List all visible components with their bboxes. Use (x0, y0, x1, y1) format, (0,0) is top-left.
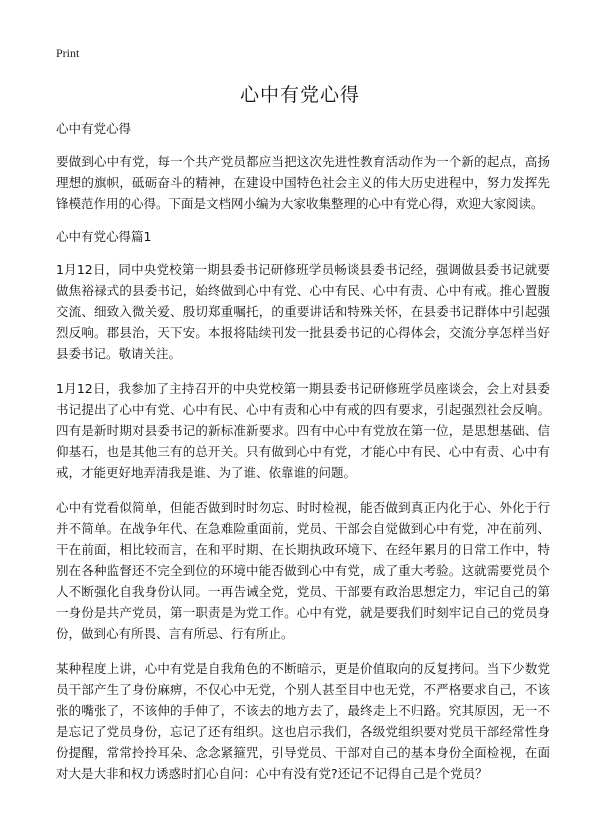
document-subtitle: 心中有党心得 (56, 121, 132, 136)
page-title: 心中有党心得 (239, 84, 360, 106)
print-link[interactable]: Print (56, 46, 80, 60)
body-paragraph-2: 1月12日，我参加了主持召开的中央党校第一期县委书记研修班学员座谈会，会上对县委书记提出了心中有党、心中有民、心中有责和心中有戒的四有要求，引起强烈社会反响。四有是新时期对县委书记的新标准新要求。四有中心中有党放在第一位，是思想基础、信仰基石，也是其他三有的总开关。只有做到心中有党，才能心中有民、心中有责、心中有戒，才能更好地弄清我是谁、为了谁、依靠谁的问题。 (56, 381, 550, 480)
body-paragraph-3: 心中有党看似简单，但能否做到时时勿忘、时时检视，能否做到真正内化于心、外化于行并不简单。在战争年代、在急难险重面前，党员、干部会自觉做到心中有党，冲在前列、干在前面，相比较而言，在和平时期、在长期执政环境下、在经年累月的日常工作中，特别在各种监督还不完全到位的环境中能否做到心中有党，成了重大考验。这就需要党员个人不断强化自我身份认同。一再告诫全党，党员、干部要有政治思想定力，牢记自己的第一身份是共产党员，第一职责是为党工作。心中有党，就是要我们时刻牢记自己的党员身份，做到心有所畏、言有所忌、行有所止。 (56, 500, 550, 641)
body-paragraph-1: 1月12日，同中央党校第一期县委书记研修班学员畅谈县委书记经，强调做县委书记就要做焦裕禄式的县委书记，始终做到心中有党、心中有民、心中有责、心中有戒。推心置腹交流、细致入微关爱、殷切郑重嘱托，的重要讲话和特殊关怀，在县委书记群体中引起强烈反响。郡县治，天下安。本报将陆续刊发一批县委书记的心得体会，交流分享怎样当好县委书记。敬请关注。 (56, 262, 550, 361)
document-body (56, 118, 550, 784)
section-heading: 心中有党心得篇1 (56, 229, 152, 244)
body-paragraph-4: 某种程度上讲，心中有党是自我角色的不断暗示，更是价值取向的反复拷问。当下少数党员干部产生了身份麻痹，不仅心中无党，个别人甚至目中也无党，不严格要求自己，不该张的嘴张了，不该伸的手伸了，不该去的地方去了，最终走上不归路。究其原因，无一不是忘记了党员身份，忘记了还有组织。这也启示我们，各级党组织要对党员干部经常性身份提醒，常常拎拎耳朵、念念紧箍咒，引导党员、干部对自己的基本身份全面检视，在面对大是大非和权力诱惑时扪心自问：心中有没有党?还记不记得自己是个党员？ (56, 661, 550, 781)
intro-paragraph: 要做到心中有党，每一个共产党员都应当把这次先进性教育活动作为一个新的起点，高扬理想的旗帜，砥砺奋斗的精神，在建设中国特色社会主义的伟大历史进程中，努力发挥先锋模范作用的心得。下面是文档网小编为大家收集整理的心中有党心得，欢迎大家阅读。 (56, 154, 550, 211)
